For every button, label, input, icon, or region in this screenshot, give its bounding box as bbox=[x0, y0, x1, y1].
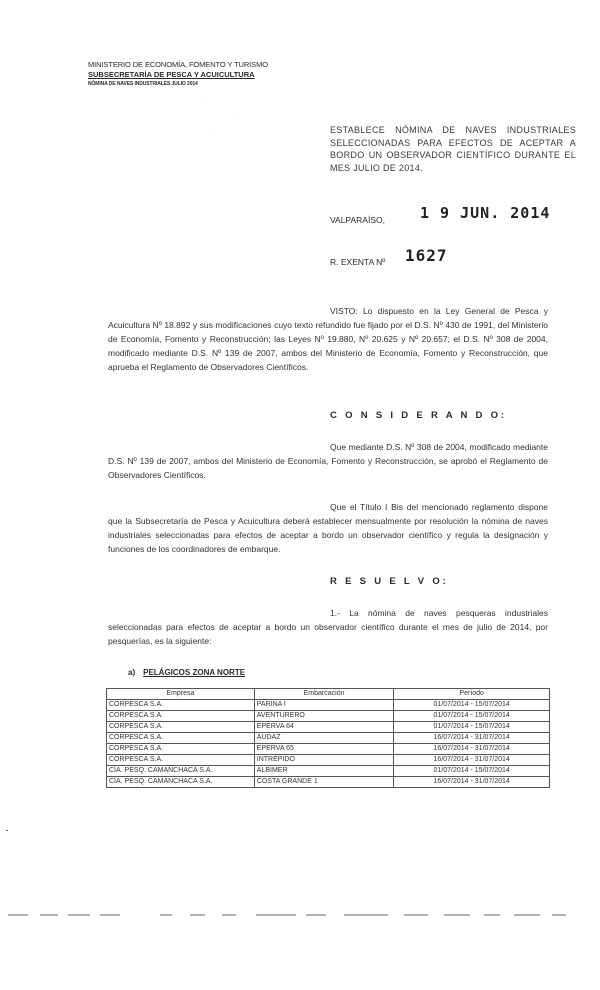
letterhead bbox=[88, 60, 298, 87]
considerando-paragraph-1 bbox=[108, 440, 548, 482]
cell-periodo: 01/07/2014 - 15/07/2014 bbox=[394, 722, 550, 733]
cell-periodo: 01/07/2014 - 15/07/2014 bbox=[394, 766, 550, 777]
cell-empresa: CÍA. PESQ. CAMANCHACA S.A. bbox=[107, 777, 255, 788]
visto-paragraph bbox=[108, 304, 548, 374]
vessels-table bbox=[106, 688, 550, 788]
table-row bbox=[107, 755, 550, 766]
visto-text: Lo dispuesto en la Ley General de Pesca y Acuicultura Nº 18.892 y sus modificaciones cuyo texto refundido fue fijado por el D.S. Nº 430 de 1991, del Ministerio de Economía, Fomento y Reconstrucción; las Leyes Nº 19.880, Nº 20.625 y Nº 20.657; el D.S. Nº 308 de 2004, modificado mediante D.S. Nº 139 de 2007, ambos del Ministerio de Economía, Fomento y Reconstrucción, que aprueba el Reglamento de Observadores Científicos. bbox=[108, 306, 548, 372]
ministry-name: MINISTERIO DE ECONOMÍA, FOMENTO Y TURISMO bbox=[88, 60, 268, 69]
section-a-title: PELÁGICOS ZONA NORTE bbox=[143, 668, 246, 677]
resuelvo-p1-lead: 1.- La nómina de naves pesqueras industriales bbox=[330, 608, 548, 618]
cell-periodo: 16/07/2014 - 31/07/2014 bbox=[394, 744, 550, 755]
cell-embarcacion: INTRÉPIDO bbox=[254, 755, 394, 766]
cell-embarcacion: ALBIMER bbox=[254, 766, 394, 777]
exenta-number-stamp: 1627 bbox=[405, 246, 448, 265]
table-row bbox=[107, 777, 550, 788]
table-row bbox=[107, 700, 550, 711]
cell-empresa: CORPESCA S.A. bbox=[107, 755, 255, 766]
section-a-label bbox=[128, 668, 245, 677]
cell-empresa: CORPESCA S.A. bbox=[107, 733, 255, 744]
nomina-subtitle: NÓMINA DE NAVES INDUSTRIALES JULIO 2014 bbox=[88, 81, 198, 87]
table-row bbox=[107, 722, 550, 733]
cell-empresa: CORPESCA S.A. bbox=[107, 744, 255, 755]
cell-periodo: 16/07/2014 - 31/07/2014 bbox=[394, 777, 550, 788]
resuelvo-heading: R E S U E L V O: bbox=[330, 576, 449, 587]
date-stamp: 1 9 JUN. 2014 bbox=[420, 204, 551, 222]
table-row bbox=[107, 711, 550, 722]
table-header-row bbox=[107, 689, 550, 700]
place-label: VALPARAÍSO, bbox=[330, 215, 385, 225]
cell-embarcacion: EPERVA 65 bbox=[254, 744, 394, 755]
considerando-p2-text: dispone que la Subsecretaría de Pesca y Acuicultura deberá establecer mensualmente por resolución la nómina de naves industriales seleccionadas para efectos de aceptar a bordo un observador científico y regula la designación y funciones de los coordinadores de embarque. bbox=[108, 502, 548, 554]
cell-embarcacion: AUDAZ bbox=[254, 733, 394, 744]
considerando-paragraph-2 bbox=[108, 500, 548, 556]
column-header-periodo: Período bbox=[394, 689, 550, 700]
section-a-marker: a) bbox=[128, 668, 136, 677]
resuelvo-p1-text: seleccionadas para efectos de aceptar a bordo un observador científico durante el mes de julio de 2014, por pesquerías, es la siguiente: bbox=[108, 622, 548, 646]
table-row bbox=[107, 733, 550, 744]
considerando-p2-lead: Que el Título I Bis del mencionado reglamento bbox=[330, 502, 515, 512]
considerando-heading: C O N S I D E R A N D O: bbox=[330, 410, 507, 421]
resolution-subject: ESTABLECE NÓMINA DE NAVES INDUSTRIALES SELECCIONADAS PARA EFECTOS DE ACEPTAR A BORDO UN OBSERVADOR CIENTÍFICO DURANTE EL MES JULIO DE 2014. bbox=[330, 125, 576, 173]
subsecretaria-name: SUBSECRETARÍA DE PESCA Y ACUICULTURA bbox=[88, 70, 255, 79]
scan-speck: · bbox=[214, 128, 216, 134]
cell-empresa: CÍA. PESQ. CAMANCHACA S.A. bbox=[107, 766, 255, 777]
visto-lead: VISTO: bbox=[330, 306, 358, 316]
scan-speck: · bbox=[232, 112, 234, 118]
cell-periodo: 16/07/2014 - 31/07/2014 bbox=[394, 755, 550, 766]
cell-periodo: 16/07/2014 - 31/07/2014 bbox=[394, 733, 550, 744]
considerando-p1-text: mediante D.S. Nº 139 de 2007, ambos del Ministerio de Economía, Fomento y Reconstrucción, se aprobó el Reglamento de Observadores Científicos. bbox=[108, 442, 548, 480]
table-row bbox=[107, 766, 550, 777]
cell-embarcacion: COSTA GRANDE 1 bbox=[254, 777, 394, 788]
exenta-label: R. EXENTA Nº bbox=[330, 257, 386, 267]
column-header-empresa: Empresa bbox=[107, 689, 255, 700]
cell-empresa: CORPESCA S.A. bbox=[107, 711, 255, 722]
cell-periodo: 01/07/2014 - 15/07/2014 bbox=[394, 700, 550, 711]
cell-empresa: CORPESCA S.A. bbox=[107, 722, 255, 733]
cell-periodo: 01/07/2014 - 15/07/2014 bbox=[394, 711, 550, 722]
cell-embarcacion: EPERVA 64 bbox=[254, 722, 394, 733]
table-row bbox=[107, 744, 550, 755]
cell-embarcacion: PARINA I bbox=[254, 700, 394, 711]
scan-mark bbox=[6, 830, 8, 831]
cell-empresa: CORPESCA S.A. bbox=[107, 700, 255, 711]
scan-speck: · bbox=[205, 100, 207, 106]
column-header-embarcacion: Embarcación bbox=[254, 689, 394, 700]
page-fold-dashes bbox=[0, 914, 600, 916]
considerando-p1-lead: Que mediante D.S. Nº 308 de 2004, modificado bbox=[330, 442, 511, 452]
cell-embarcacion: AVENTURERO bbox=[254, 711, 394, 722]
resuelvo-paragraph-1 bbox=[108, 606, 548, 648]
